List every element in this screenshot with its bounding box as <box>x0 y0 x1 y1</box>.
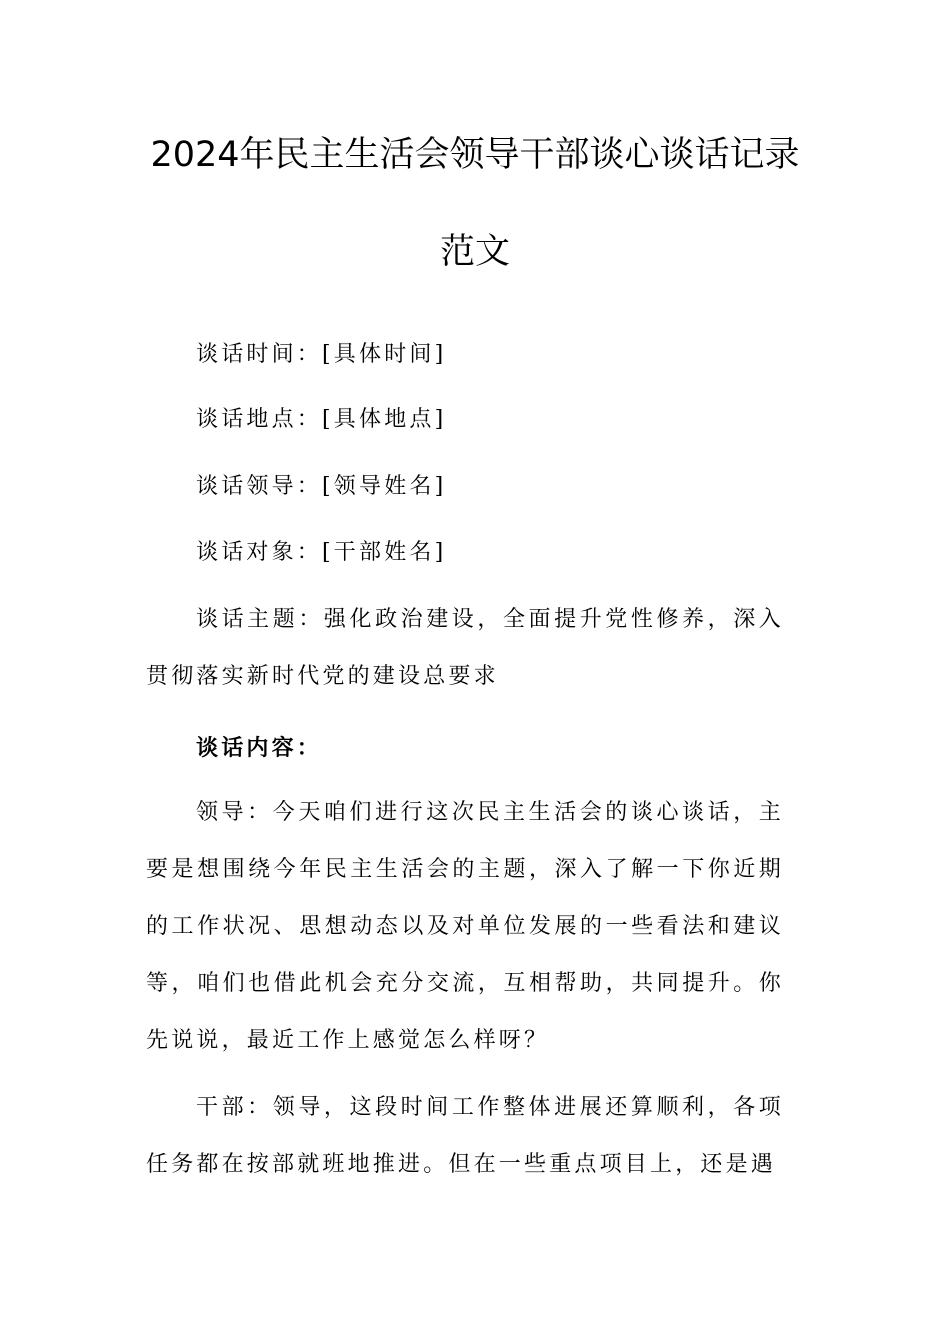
document-title: 2024年民主生活会领导干部谈心谈话记录 <box>150 135 800 175</box>
meta-leader <box>196 472 776 502</box>
meta-label: 谈话地点： <box>196 407 323 432</box>
meta-value: [具体时间] <box>322 342 447 367</box>
topic-text: 强化政治建设，全面提升党性修养，深入贯彻落实新时代党的建设总要求 <box>146 607 784 689</box>
meta-value: [干部姓名] <box>322 540 447 565</box>
meta-label: 谈话领导： <box>196 474 323 499</box>
meta-label: 谈话对象： <box>196 540 323 565</box>
meta-value: [具体地点] <box>322 407 447 432</box>
meta-place <box>196 405 776 435</box>
cadre-paragraph: 干部：领导，这段时间工作整体进展还算顺利，各项任务都在按部就班地推进。但在一些重点项目上，还是遇 <box>146 1095 784 1177</box>
leader-paragraph: 领导：今天咱们进行这次民主生活会的谈心谈话，主要是想围绕今年民主生活会的主题，深入了解一下你近期的工作状况、思想动态以及对单位发展的一些看法和建议等，咱们也借此机会充分交流，互相帮助，共同提升。你先说说，最近工作上感觉怎么样呀？ <box>146 800 784 1053</box>
meta-subject <box>196 538 776 568</box>
topic-paragraph <box>146 591 784 705</box>
document-title-continued: 范文 <box>439 232 510 272</box>
content-heading: 谈话内容： <box>196 735 323 761</box>
meta-value: [领导姓名] <box>322 474 447 499</box>
meta-time <box>196 340 776 370</box>
meta-label: 谈话时间： <box>196 342 323 367</box>
topic-label: 谈话主题： <box>196 607 324 632</box>
